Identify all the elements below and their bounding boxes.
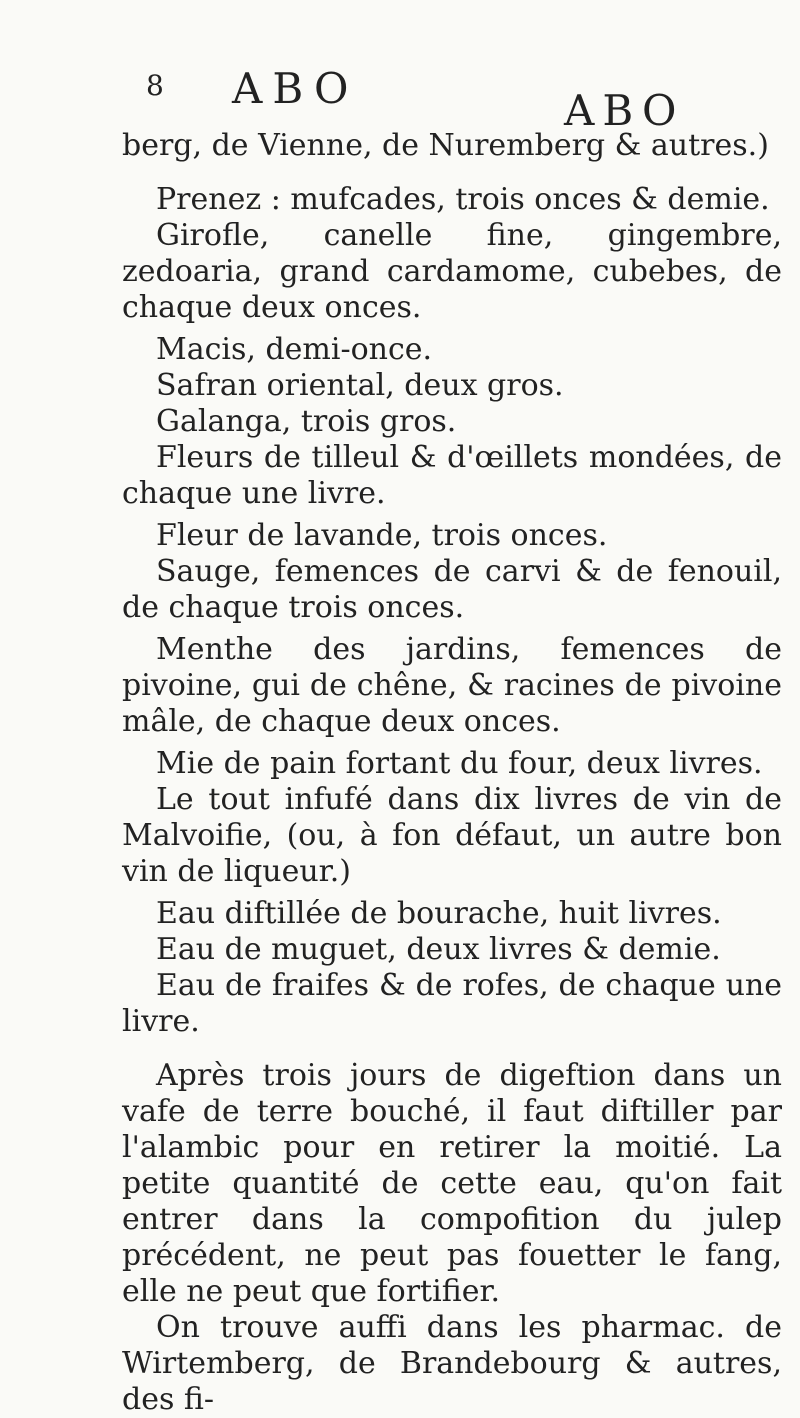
running-head-left: ABO (232, 64, 359, 113)
paragraph-galanga: Galanga, trois gros. (156, 404, 457, 439)
paragraph-continuation: berg, de Vienne, de Nuremberg & autres.) (122, 128, 769, 163)
paragraph-digestion: Après trois jours de digeftion dans un vafe de terre bouché, il faut diftiller par l'alambic pour en retirer la moitié. La petite quantité de cette eau, qu'on fait entrer dans la compofition du julep précédent, ne peut pas fouetter le fang, elle ne peut que fortifier. (122, 1058, 782, 1309)
page-body (122, 128, 782, 1418)
paragraph-bourache: Eau diftillée de bourache, huit livres. (156, 896, 722, 931)
page-number: 8 (146, 69, 164, 102)
paragraph-lavande: Fleur de lavande, trois onces. (156, 518, 608, 553)
paragraph-pharmacopees: On trouve auffi dans les pharmac. de Wirtemberg, de Brandebourg & autres, des fi- (122, 1310, 782, 1417)
running-head-right: ABO (564, 86, 685, 135)
paragraph-macis: Macis, demi-once. (156, 332, 433, 367)
page-header (0, 0, 800, 140)
paragraph-mie-de-pain: Mie de pain fortant du four, deux livres. (156, 746, 763, 781)
paragraph-prenez: Prenez : mufcades, trois onces & demie. (156, 182, 770, 217)
paragraph-fleurs-tilleul: Fleurs de tilleul & d'œillets mondées, de chaque une livre. (122, 440, 782, 511)
paragraph-fraises: Eau de fraifes & de rofes, de chaque une livre. (122, 968, 782, 1039)
paragraph-girofle: Girofle, canelle fine, gingembre, zedoaria, grand cardamome, cubebes, de chaque deux onces. (122, 218, 782, 325)
paragraph-menthe: Menthe des jardins, femences de pivoine, gui de chêne, & racines de pivoine mâle, de chaque deux onces. (122, 632, 782, 739)
paragraph-infusion: Le tout infufé dans dix livres de vin de Malvoifie, (ou, à fon défaut, un autre bon vin de liqueur.) (122, 782, 782, 889)
paragraph-sauge: Sauge, femences de carvi & de fenouil, de chaque trois onces. (122, 554, 782, 625)
paragraph-safran: Safran oriental, deux gros. (156, 368, 564, 403)
paragraph-muguet: Eau de muguet, deux livres & demie. (156, 932, 721, 967)
